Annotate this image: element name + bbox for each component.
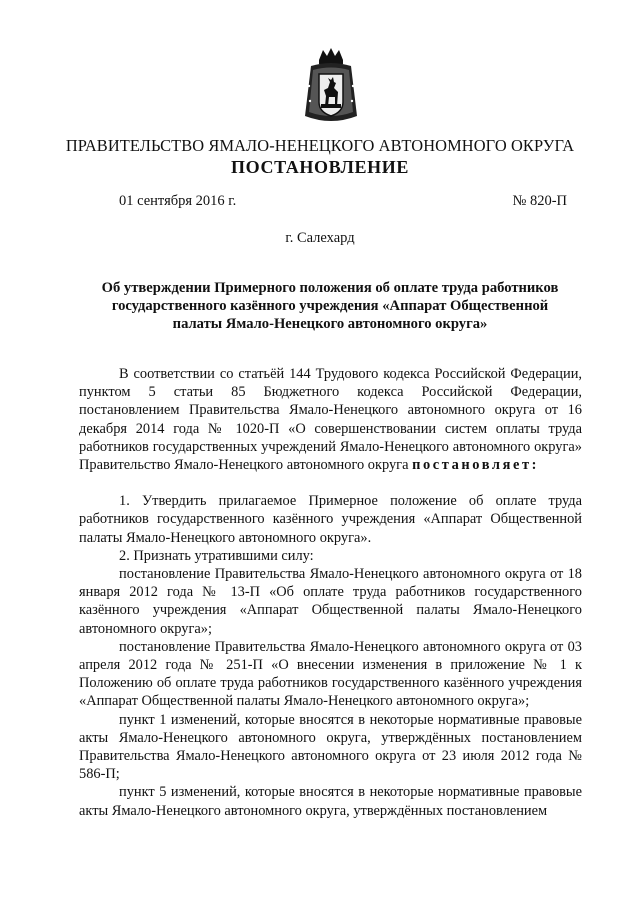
document-body [79, 365, 582, 820]
item-2-paragraph: 2. Признать утратившими силу: [119, 547, 314, 564]
repealed-item-2: постановление Правительства Ямало-Ненецкого автономного округа от 03 апреля 2012 года № 251-П «О внесении изменения в приложение № 1 к Положению об оплате труда работников государственного казённого учреждения «Аппарат Общественной палаты Ямало-Ненецкого автономного округа»; [79, 638, 582, 710]
repealed-item-4: пункт 5 изменений, которые вносятся в некоторые нормативные правовые акты Ямало-Ненецкого автономного округа, утверждённых постановлением [79, 784, 582, 819]
document-title: Об утверждении Примерного положения об оплате труда работников государственного казённого учреждения «Аппарат Общественной палаты Ямало-Ненецкого автономного округа» [101, 280, 559, 332]
repealed-item-3: пункт 1 изменений, которые вносятся в некоторые нормативные правовые акты Ямало-Ненецкого автономного округа, утверждённых постановлением Правительства Ямало-Ненецкого автономного округа от 23 июля 2012 года № 586-П; [79, 711, 582, 783]
resolves-word: постановляет: [412, 457, 540, 474]
preamble-paragraph [79, 365, 582, 474]
document-number: № 820-П [512, 193, 567, 209]
item-1-paragraph: 1. Утвердить прилагаемое Примерное положение об оплате труда работников государственного казённого учреждения «Аппарат Общественной палаты Ямало-Ненецкого автономного округа». [79, 493, 582, 546]
document-city: г. Салехард [285, 230, 355, 246]
document-type: ПОСТАНОВЛЕНИЕ [231, 157, 409, 177]
document-date: 01 сентября 2016 г. [119, 193, 237, 209]
coat-of-arms-icon [301, 46, 361, 128]
government-name: ПРАВИТЕЛЬСТВО ЯМАЛО-НЕНЕЦКОГО АВТОНОМНОГО ОКРУГА [65, 136, 575, 155]
preamble-text: В соответствии со статьёй 144 Трудового кодекса Российской Федерации, пунктом 5 статьи 85 Бюджетного кодекса Российской Федерации, постановлением Правительства Ямало-Ненецкого автономного округа от 16 декабря 2014 года № 1020-П «О совершенствовании систем оплаты труда работников государственных учреждений Ямало-Ненецкого автономного округа» Правительство Ямало-Ненецкого автономного округа [79, 366, 582, 474]
repealed-item-1: постановление Правительства Ямало-Ненецкого автономного округа от 18 января 2012 года № 13-П «Об оплате труда работников государственного казённого учреждения «Аппарат Общественной палаты Ямало-Ненецкого автономного округа»; [79, 566, 582, 637]
